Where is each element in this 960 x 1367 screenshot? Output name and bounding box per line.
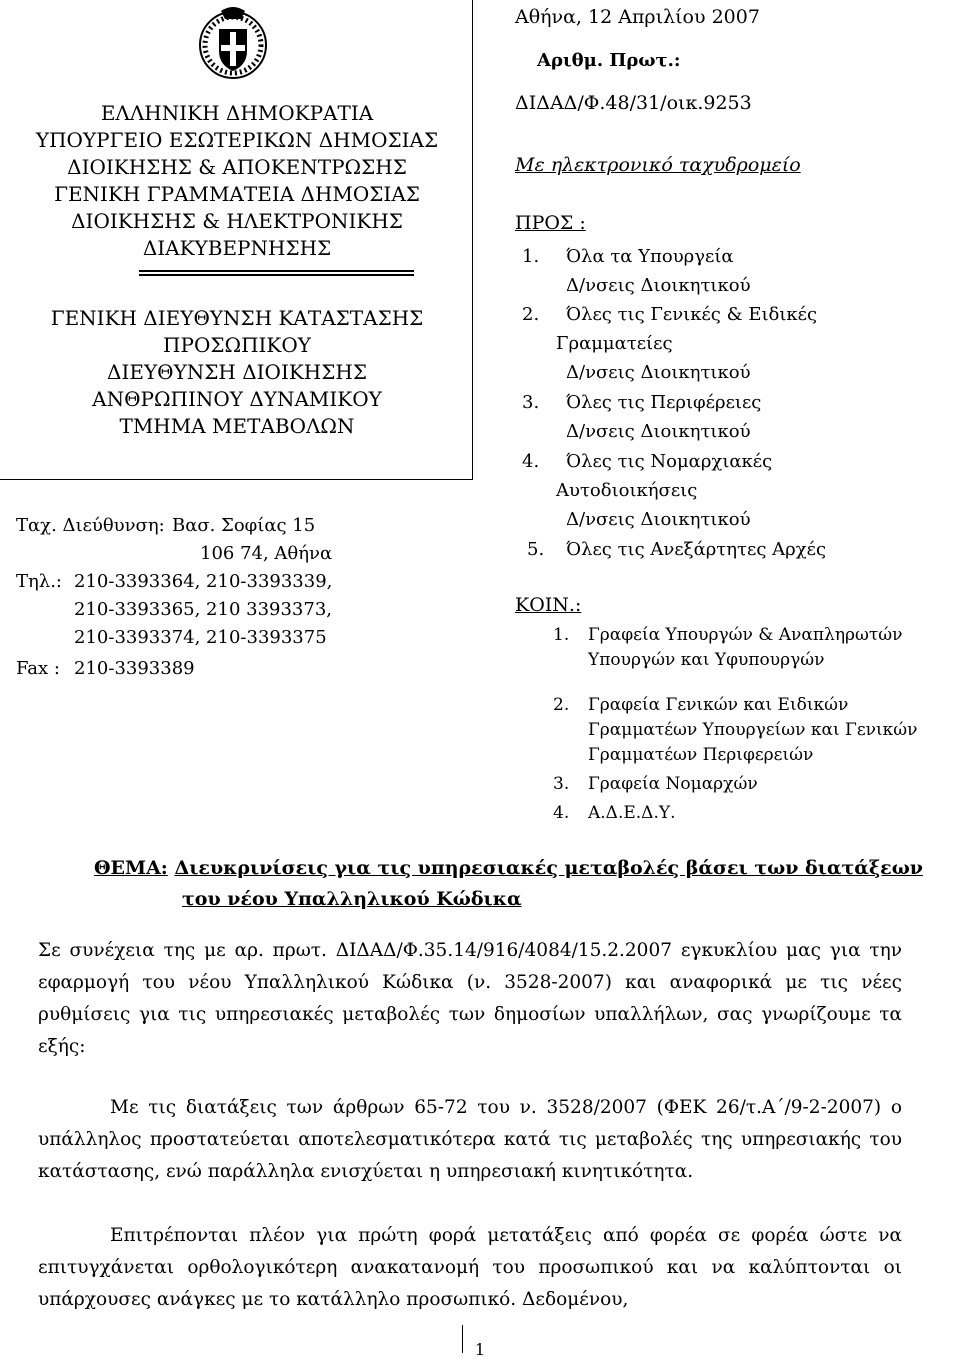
recipient-number: 3. <box>522 392 540 413</box>
address-line-2: 106 74, Αθήνα <box>200 543 333 564</box>
recipient-number: 4. <box>522 451 540 472</box>
double-divider <box>139 270 414 276</box>
cc-line: Γραφεία Υπουργών & Αναπληρωτών <box>588 625 903 645</box>
protocol-number: ΔΙΔΑΔ/Φ.48/31/οικ.9253 <box>515 92 752 114</box>
body-paragraph-2: Με τις διατάξεις των άρθρων 65-72 του ν. 3528/2007 (ΦΕΚ 26/τ.Α΄/9-2-2007) ο υπάλληλος προστατεύεται αποτελεσματικότερα κατά τις μεταβολές της υπηρεσιακής του κατάστασης, ενώ παράλληλα ενισχύεται η υπηρεσιακή κινητικότητα. <box>38 1097 902 1182</box>
ministry-line: ΕΛΛΗΝΙΚΗ ΔΗΜΟΚΡΑΤΙΑ <box>100 101 374 125</box>
to-label: ΠΡΟΣ : <box>515 212 586 234</box>
recipient-number: 1. <box>522 246 540 267</box>
recipient-title: Όλες τις Ανεξάρτητες Αρχές <box>566 539 827 560</box>
greek-coat-of-arms-icon <box>199 5 267 83</box>
directorate-line: ΔΙΕΥΘΥΝΣΗ ΔΙΟΙΚΗΣΗΣ <box>107 360 367 384</box>
fax-label: Fax : <box>16 658 60 679</box>
ministry-line: ΥΠΟΥΡΓΕΙΟ ΕΣΩΤΕΡΙΚΩΝ ΔΗΜΟΣΙΑΣ <box>35 128 439 152</box>
subject-line-1: Διευκρινίσεις για τις υπηρεσιακές μεταβολές βάσει των διατάξεων <box>174 857 923 879</box>
ministry-block <box>10 100 464 262</box>
directorate-block <box>10 305 464 440</box>
body-paragraph-3: Επιτρέπονται πλέον για πρώτη φορά μετατάξεις από φορέα σε φορέα ώστε να επιτυγχάνεται ορθολογικότερη ανακατανομή του προσωπικού και να καλύπτονται οι υπάρχουσες ανάγκες με το κατάλληλο προσωπικό. Δεδομένου, <box>38 1225 902 1310</box>
recipient-title: Όλες τις Γενικές & Ειδικές <box>566 304 818 325</box>
recipient-title-cont: Αυτοδιοικήσεις <box>556 480 698 501</box>
ministry-line: ΓΕΝΙΚΗ ΓΡΑΜΜΑΤΕΙΑ ΔΗΜΟΣΙΑΣ <box>54 182 420 206</box>
cc-number: 2. <box>553 695 570 715</box>
phone-line-2: 210-3393365, 210 3393373, <box>74 599 333 620</box>
ministry-line: ΔΙΟΙΚΗΣΗΣ & ΑΠΟΚΕΝΤΡΩΣΗΣ <box>67 155 407 179</box>
cc-line: Γραμματέων Περιφερειών <box>588 745 814 765</box>
email-delivery-note: Με ηλεκτρονικό ταχυδρομείο <box>515 154 801 176</box>
ministry-line: ΔΙΑΚΥΒΕΡΝΗΣΗΣ <box>142 236 332 260</box>
phone-label: Τηλ.: <box>16 571 62 592</box>
cc-line: Α.Δ.Ε.Δ.Υ. <box>588 803 676 823</box>
address-label: Ταχ. Διεύθυνση: <box>16 515 165 536</box>
recipient-number: 5. <box>527 539 545 560</box>
directorate-line: ΤΜΗΜΑ ΜΕΤΑΒΟΛΩΝ <box>119 414 355 438</box>
fax-number: 210-3393389 <box>74 658 195 679</box>
phone-line-3: 210-3393374, 210-3393375 <box>74 627 327 648</box>
recipient-sub: Δ/νσεις Διοικητικού <box>566 275 751 296</box>
cc-number: 3. <box>553 774 570 794</box>
protocol-label: Αριθμ. Πρωτ.: <box>537 50 681 71</box>
cc-label: ΚΟΙΝ.: <box>515 594 582 616</box>
recipient-sub: Δ/νσεις Διοικητικού <box>566 509 751 530</box>
page-number: 1 <box>474 1340 486 1359</box>
ministry-line: ΔΙΟΙΚΗΣΗΣ & ΗΛΕΚΤΡΟΝΙΚΗΣ <box>71 209 403 233</box>
recipient-title: Όλες τις Περιφέρειες <box>566 392 762 413</box>
cc-line: Υπουργών και Υφυπουργών <box>588 650 825 670</box>
recipient-number: 2. <box>522 304 540 325</box>
recipient-sub: Δ/νσεις Διοικητικού <box>566 362 751 383</box>
recipient-title: Όλα τα Υπουργεία <box>566 246 734 267</box>
phone-line-1: 210-3393364, 210-3393339, <box>74 571 333 592</box>
recipient-title-cont: Γραμματείες <box>556 333 673 354</box>
cc-number: 4. <box>553 803 570 823</box>
subject-label: ΘΕΜΑ: <box>94 857 168 879</box>
subject <box>94 853 923 915</box>
recipient-sub: Δ/νσεις Διοικητικού <box>566 421 751 442</box>
directorate-line: ΓΕΝΙΚΗ ΔΙΕΥΘΥΝΣΗ ΚΑΤΑΣΤΑΣΗΣ <box>50 306 424 330</box>
address-line-1: Βασ. Σοφίας 15 <box>172 515 316 536</box>
cc-line: Γραμματέων Υπουργείων και Γενικών <box>588 720 918 740</box>
subject-line-2: του νέου Υπαλληλικού Κώδικα <box>182 888 522 910</box>
document-date: Αθήνα, 12 Απριλίου 2007 <box>515 6 760 28</box>
body-paragraph-1: Σε συνέχεια της με αρ. πρωτ. ΔΙΔΑΔ/Φ.35.14/916/4084/15.2.2007 εγκυκλίου μας για την εφαρμογή του νέου Υπαλληλικού Κώδικα (ν. 3528-2007) και αναφορικά με τις νέες ρυθμίσεις για τις υπηρεσιακές μεταβολές των δημοσίων υπαλλήλων, σας γνωρίζουμε τα εξής: <box>38 940 902 1057</box>
cc-line: Γραφεία Γενικών και Ειδικών <box>588 695 849 715</box>
directorate-line: ΑΝΘΡΩΠΙΝΟΥ ΔΥΝΑΜΙΚΟΥ <box>92 387 382 411</box>
directorate-line: ΠΡΟΣΩΠΙΚΟΥ <box>163 333 311 357</box>
cc-line: Γραφεία Νομαρχών <box>588 774 758 794</box>
recipient-title: Όλες τις Νομαρχιακές <box>566 451 773 472</box>
cc-number: 1. <box>553 625 570 645</box>
